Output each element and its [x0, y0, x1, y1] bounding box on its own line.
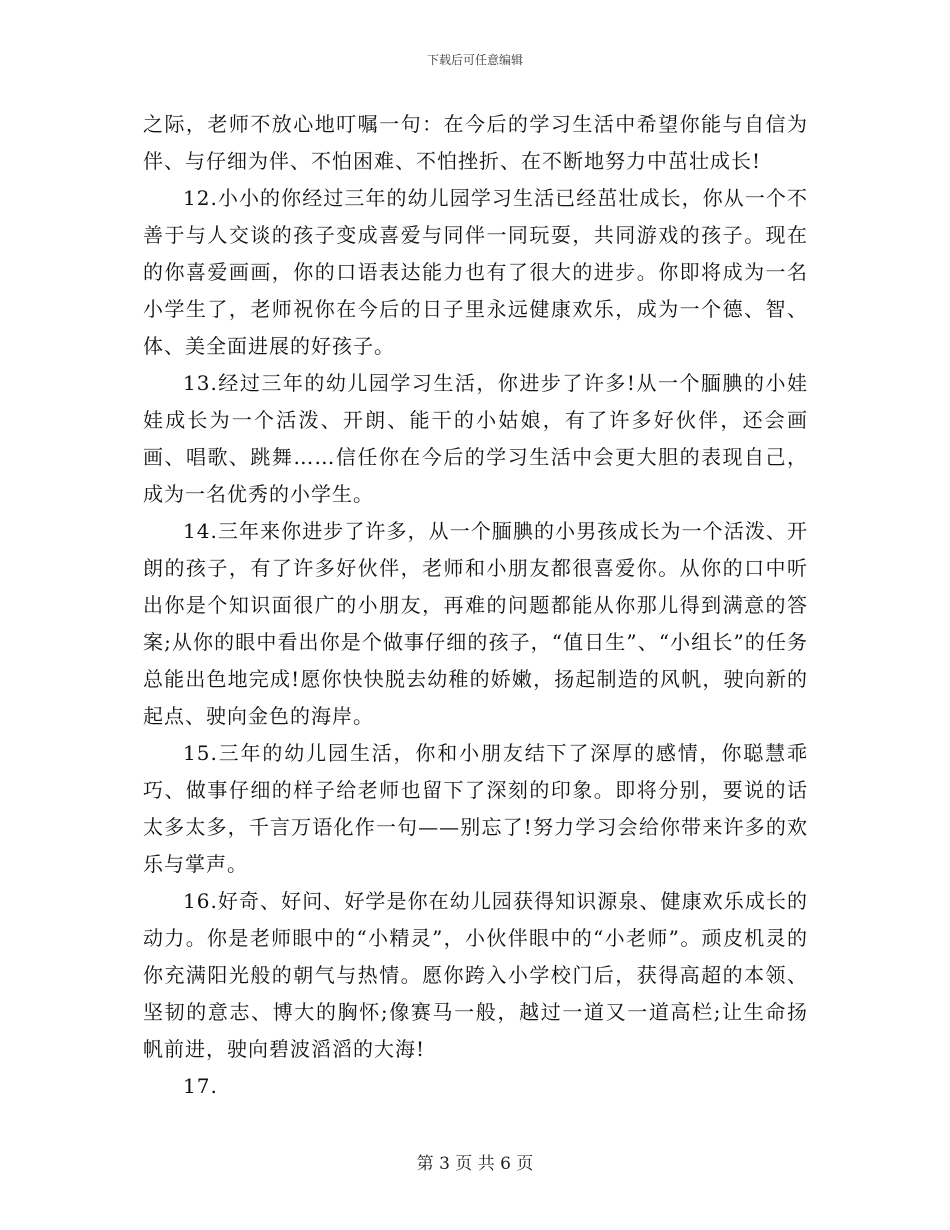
paragraph-item-15: 15.三年的幼儿园生活，你和小朋友结下了深厚的感情，你聪慧乖巧、做事仔细的样子给老师也留下了深刻的印象。即将分别，要说的话太多太多，千言万语化作一句——别忘了!努力学习会给你带来许多的欢乐与掌声。 — [143, 741, 808, 876]
document-body — [143, 106, 808, 1105]
page-number-footer: 第 3 页 共 6 页 — [416, 1154, 534, 1174]
page-header: 下载后可任意编辑 — [426, 53, 523, 67]
paragraph-item-12: 12.小小的你经过三年的幼儿园学习生活已经茁壮成长，你从一个不善于与人交谈的孩子变成喜爱与同伴一同玩耍，共同游戏的孩子。现在的你喜爱画画，你的口语表达能力也有了很大的进步。你即将成为一名小学生了，老师祝你在今后的日子里永远健康欢乐，成为一个德、智、体、美全面进展的好孩子。 — [143, 186, 808, 358]
paragraph-item-13: 13.经过三年的幼儿园学习生活，你进步了许多!从一个腼腆的小娃娃成长为一个活泼、开朗、能干的小姑娘，有了许多好伙伴，还会画画、唱歌、跳舞……信任你在今后的学习生活中会更大胆的表现自己，成为一名优秀的小学生。 — [143, 371, 808, 506]
paragraph-item-14: 14.三年来你进步了许多，从一个腼腆的小男孩成长为一个活泼、开朗的孩子，有了许多好伙伴，老师和小朋友都很喜爱你。从你的口中听出你是个知识面很广的小朋友，再难的问题都能从你那儿得到满意的答案;从你的眼中看出你是个做事仔细的孩子，“值日生”、“小组长”的任务总能出色地完成!愿你快快脱去幼稚的娇嫩，扬起制造的风帆，驶向新的起点、驶向金色的海岸。 — [143, 519, 808, 728]
paragraph-item-17: 17. — [183, 1074, 218, 1098]
paragraph-item-16: 16.好奇、好问、好学是你在幼儿园获得知识源泉、健康欢乐成长的动力。你是老师眼中的“小精灵”，小伙伴眼中的“小老师”。顽皮机灵的你充满阳光般的朝气与热情。愿你跨入小学校门后，获得高超的本领、坚韧的意志、博大的胸怀;像赛马一般，越过一道又一道高栏;让生命扬帆前进，驶向碧波滔滔的大海! — [143, 889, 808, 1061]
paragraph-continuation: 之际，老师不放心地叮嘱一句：在今后的学习生活中希望你能与自信为伴、与仔细为伴、不怕困难、不怕挫折、在不断地努力中茁壮成长! — [143, 112, 808, 173]
